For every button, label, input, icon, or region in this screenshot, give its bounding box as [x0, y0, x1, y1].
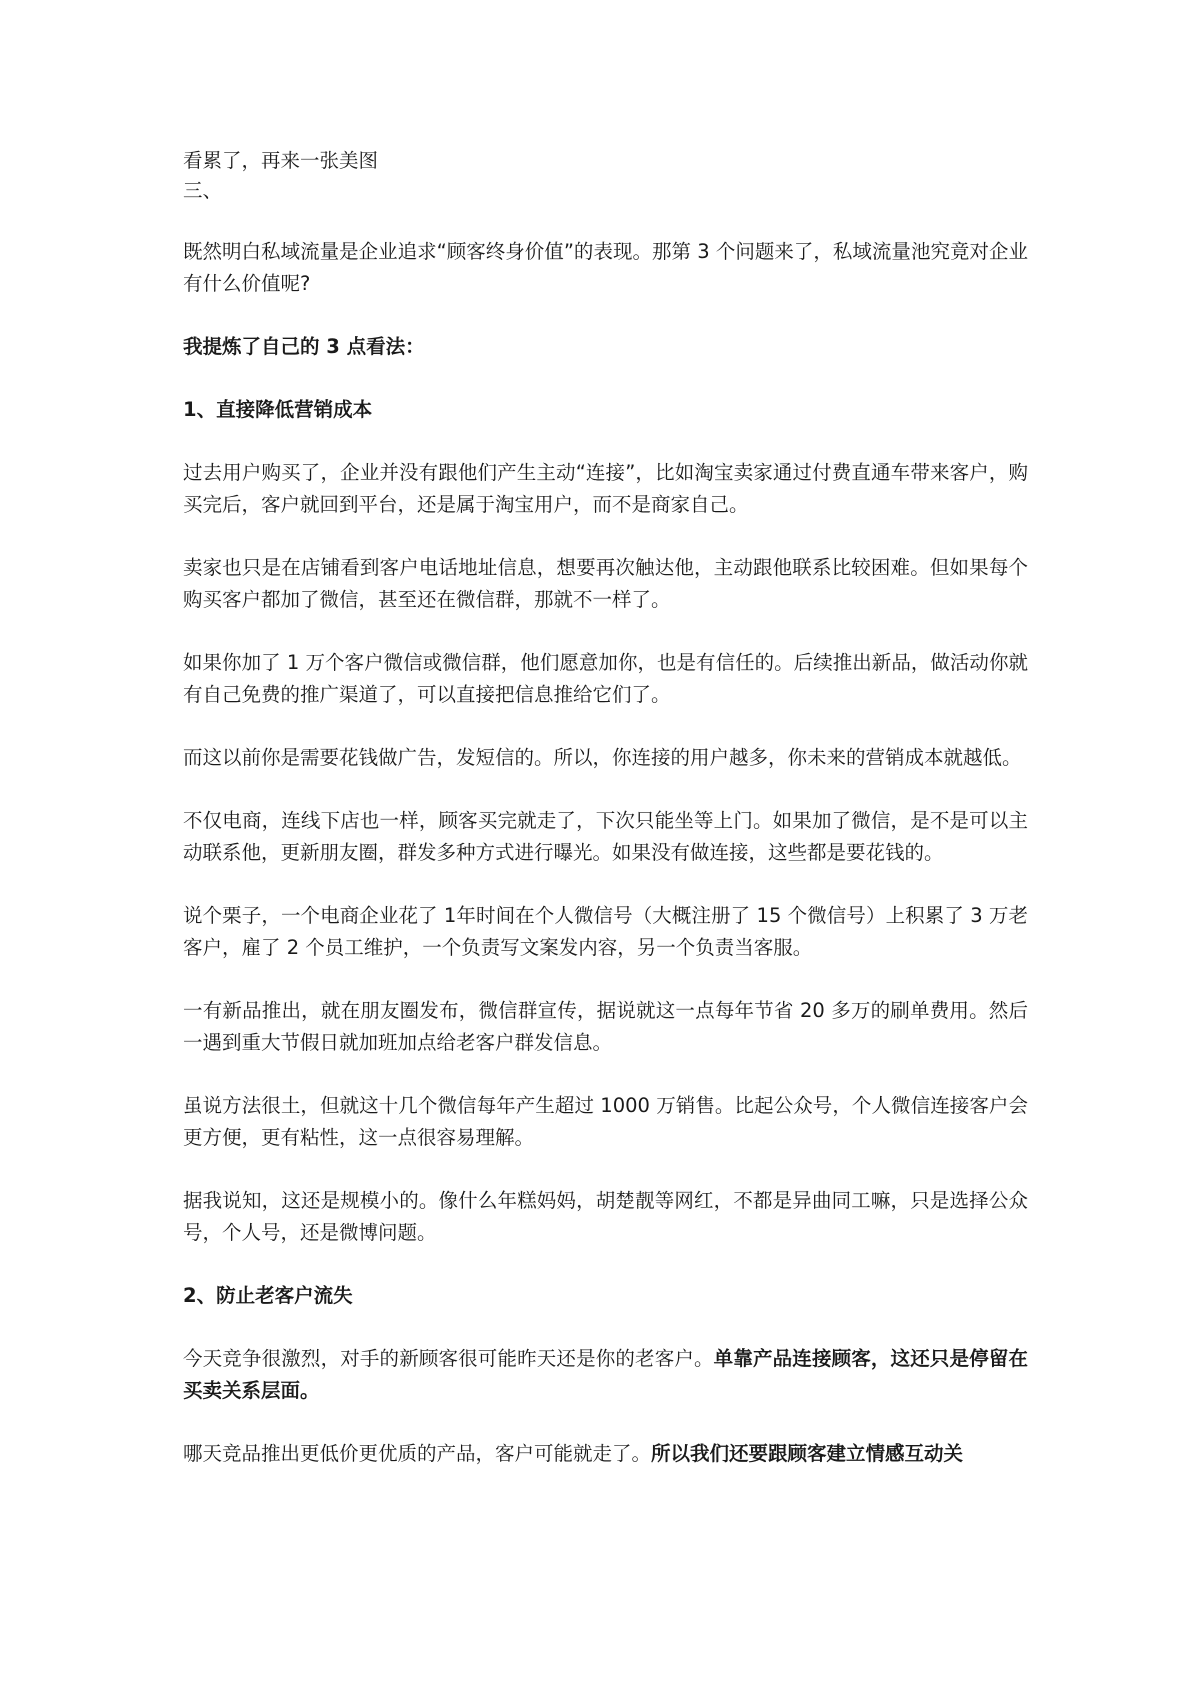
- section1-paragraph: 据我说知，这还是规模小的。像什么年糕妈妈，胡楚靓等网红，不都是异曲同工嘛，只是选择公众号，个人号，还是微博问题。: [183, 1189, 1028, 1244]
- section1-paragraph: 过去用户购买了，企业并没有跟他们产生主动“连接”，比如淘宝卖家通过付费直通车带来客户，购买完后，客户就回到平台，还是属于淘宝用户，而不是商家自己。: [183, 461, 1028, 516]
- section2-heading: 2、防止老客户流失: [183, 1284, 353, 1307]
- section1-paragraph: 一有新品推出，就在朋友圈发布，微信群宣传，据说就这一点每年节省 20 多万的刷单费用。然后一遇到重大节假日就加班加点给老客户群发信息。: [183, 999, 1028, 1054]
- section1-paragraph: 不仅电商，连线下店也一样，顾客买完就走了，下次只能坐等上门。如果加了微信，是不是可以主动联系他，更新朋友圈，群发多种方式进行曝光。如果没有做连接，这些都是要花钱的。: [183, 809, 1028, 864]
- paragraph-text: 今天竞争很激烈，对手的新顾客很可能昨天还是你的老客户。: [183, 1347, 714, 1370]
- image-caption-line: 看累了，再来一张美图: [183, 149, 379, 172]
- paragraph-text: 哪天竞品推出更低价更优质的产品，客户可能就走了。: [183, 1442, 652, 1465]
- section1-heading: 1、直接降低营销成本: [183, 398, 373, 421]
- document-page: [183, 146, 1028, 1501]
- section1-paragraph: 如果你加了 1 万个客户微信或微信群，他们愿意加你，也是有信任的。后续推出新品，做活动你就有自己免费的推广渠道了，可以直接把信息推给它们了。: [183, 651, 1028, 706]
- section1-paragraph: 而这以前你是需要花钱做广告，发短信的。所以，你连接的用户越多，你未来的营销成本就越低。: [183, 746, 1022, 769]
- intro-paragraph: 既然明白私域流量是企业追求“顾客终身价值”的表现。那第 3 个问题来了，私域流量池究竟对企业有什么价值呢?: [183, 240, 1028, 295]
- section1-paragraph: 说个栗子，一个电商企业花了 1年时间在个人微信号（大概注册了 15 个微信号）上积累了 3 万老客户，雇了 2 个员工维护，一个负责写文案发内容，另一个负责当客服。: [183, 904, 1028, 959]
- emphasis-text: 所以我们还要跟顾客建立情感互动关: [651, 1442, 964, 1465]
- section1-paragraph: 卖家也只是在店铺看到客户电话地址信息，想要再次触达他，主动跟他联系比较困难。但如果每个购买客户都加了微信，甚至还在微信群，那就不一样了。: [183, 556, 1028, 611]
- section1-paragraph: 虽说方法很土，但就这十几个微信每年产生超过 1000 万销售。比起公众号，个人微信连接客户会更方便，更有粘性，这一点很容易理解。: [183, 1094, 1028, 1149]
- summary-heading: 我提炼了自己的 3 点看法：: [183, 335, 425, 358]
- section2-paragraph: [183, 1438, 1028, 1470]
- section-number: 三、: [183, 179, 223, 202]
- emphasis-text: 单靠产品连接顾客，这还只是停留在买卖关系层面。: [183, 1347, 1028, 1402]
- section2-paragraph: [183, 1343, 1028, 1407]
